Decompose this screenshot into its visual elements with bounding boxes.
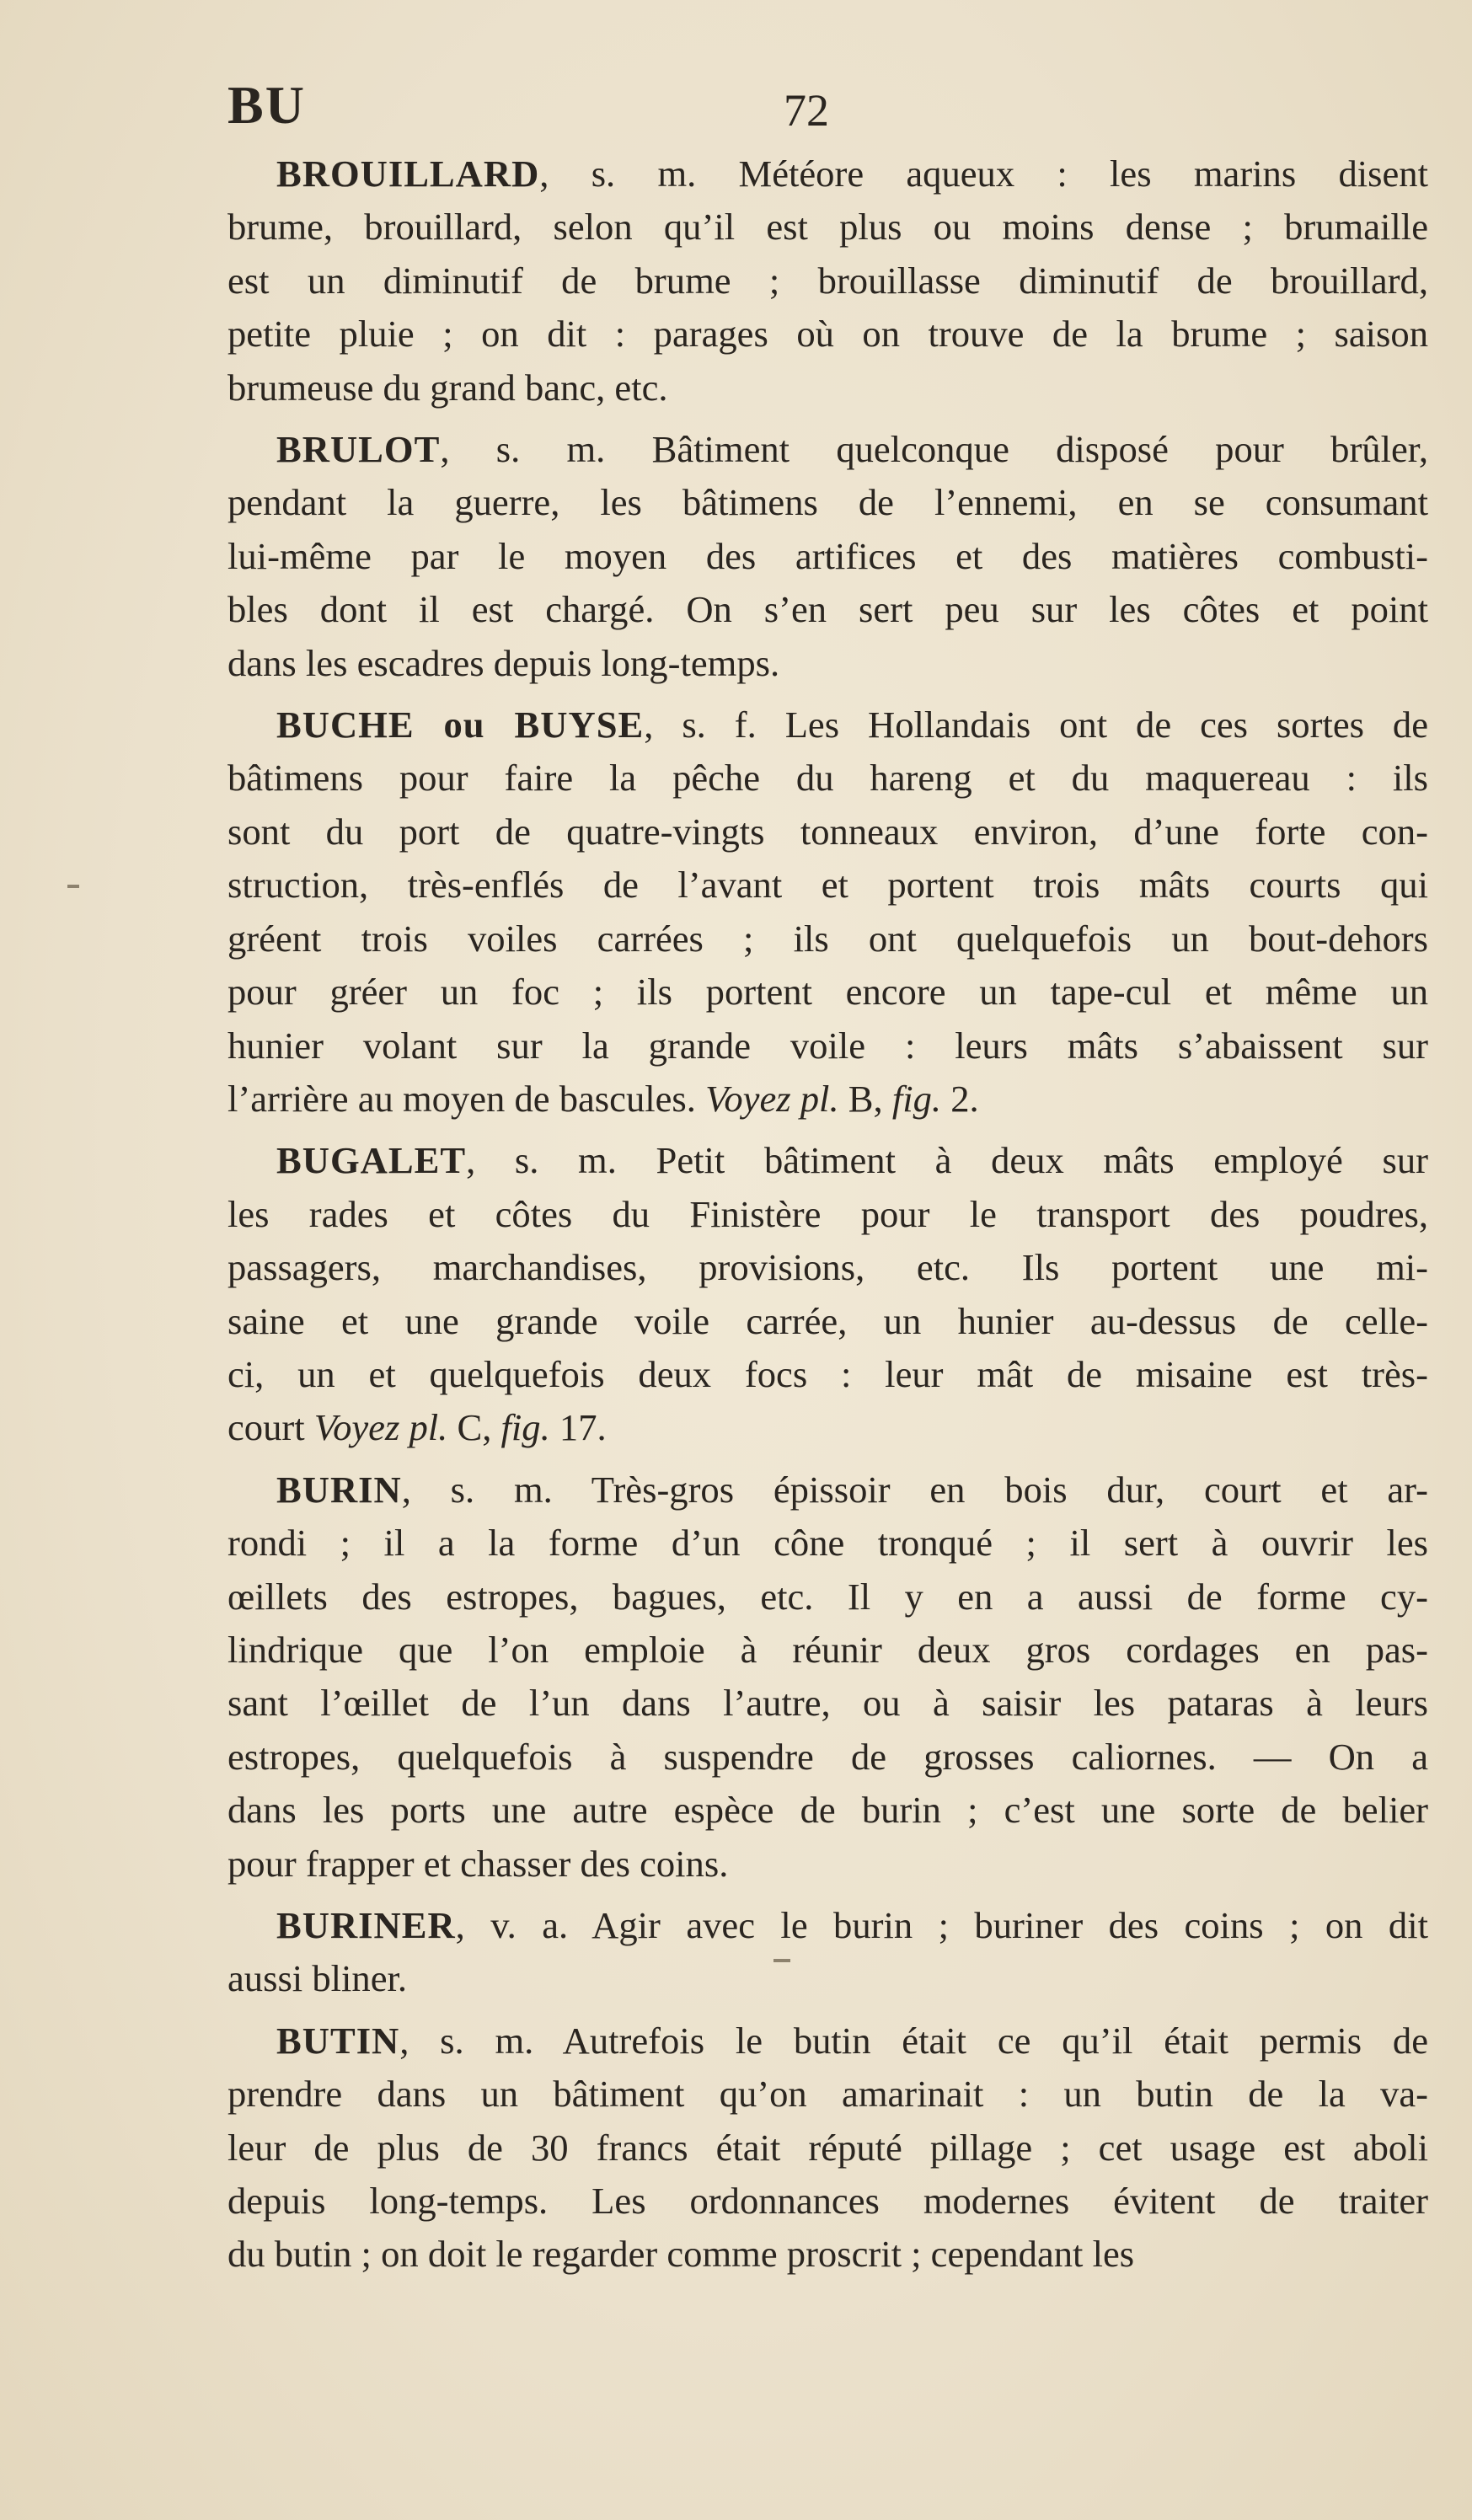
entry-line xyxy=(227,1188,1428,1241)
definition-text: , s. m. Bâtiment quelconque disposé pour brûler, xyxy=(440,428,1428,471)
entry-line xyxy=(227,1624,1428,1677)
headword: BROUILLARD xyxy=(276,152,540,195)
margin-mark xyxy=(67,885,79,888)
entry-line xyxy=(227,1295,1428,1348)
entry-line xyxy=(227,361,1428,415)
definition-text: leur de plus de 30 francs était réputé pillage ; cet usage est aboli xyxy=(227,2126,1428,2169)
entry-line xyxy=(227,1784,1428,1837)
entry-line xyxy=(227,1019,1428,1073)
entry-line xyxy=(227,201,1428,254)
definition-text: , s. m. Petit bâtiment à deux mâts employé sur xyxy=(466,1139,1428,1182)
cross-reference: Voyez pl. xyxy=(313,1406,448,1449)
entry-first-line xyxy=(227,423,1428,476)
definition-text: ci, un et quelquefois deux focs : leur mât de misaine est très- xyxy=(227,1352,1428,1395)
dictionary-entry xyxy=(227,1134,1428,1454)
entry-line xyxy=(227,966,1428,1019)
definition-text: dans les escadres depuis long-temps. xyxy=(227,641,780,684)
definition-text: aussi bliner. xyxy=(227,1957,408,2000)
definition-text: 2. xyxy=(941,1077,979,1120)
headword: BUGALET xyxy=(276,1139,467,1182)
definition-text: petite pluie ; on dit : parages où on trouve de la brume ; saison xyxy=(227,313,1428,356)
entry-line xyxy=(227,2068,1428,2121)
dictionary-entry xyxy=(227,1899,1428,2006)
definition-text: œillets des estropes, bagues, etc. Il y en a aussi de forme cy- xyxy=(227,1575,1428,1618)
definition-text: pour frapper et chasser des coins. xyxy=(227,1842,729,1885)
definition-text: hunier volant sur la grande voile : leurs mâts s’abaissent sur xyxy=(227,1024,1428,1067)
entry-line xyxy=(227,1241,1428,1294)
page-number: 72 xyxy=(784,85,829,136)
definition-text: dans les ports une autre espèce de burin ; c’est une sorte de belier xyxy=(227,1789,1428,1832)
definition-text: , v. a. Agir avec le burin ; buriner des coins ; on dit xyxy=(455,1904,1428,1946)
definition-text: pour gréer un foc ; ils portent encore un tape-cul et même un xyxy=(227,971,1428,1014)
entry-line xyxy=(227,1073,1428,1126)
page-header xyxy=(227,74,1424,150)
definition-text: lui-même par le moyen des artifices et des matières combusti- xyxy=(227,534,1428,577)
entry-line xyxy=(227,583,1428,636)
entry-line xyxy=(227,530,1428,583)
entry-line xyxy=(227,1952,1428,2005)
entry-first-line xyxy=(227,147,1428,201)
running-head: BU xyxy=(227,75,306,135)
headword: BURINER xyxy=(276,1904,456,1946)
definition-text: B, xyxy=(838,1077,892,1120)
entry-line xyxy=(227,752,1428,805)
definition-text: sont du port de quatre-vingts tonneaux environ, d’une forte con- xyxy=(227,810,1428,853)
dictionary-entry xyxy=(227,147,1428,415)
entry-line xyxy=(227,805,1428,859)
definition-text: bles dont il est chargé. On s’en sert peu sur les côtes et point xyxy=(227,588,1428,631)
entry-line xyxy=(227,912,1428,966)
cross-reference: Voyez pl. xyxy=(705,1077,839,1120)
definition-text: du butin ; on doit le regarder comme proscrit ; cependant les xyxy=(227,2233,1135,2276)
entry-line xyxy=(227,637,1428,690)
entry-line xyxy=(227,308,1428,361)
entry-line xyxy=(227,2175,1428,2228)
definition-text: , s. m. Très-gros épissoir en bois dur, court et ar- xyxy=(401,1468,1428,1511)
definition-text: brume, brouillard, selon qu’il est plus ou moins dense ; brumaille xyxy=(227,206,1428,249)
headword: BUCHE ou BUYSE xyxy=(276,704,645,746)
definition-text: , s. m. Météore aqueux : les marins disent xyxy=(539,152,1428,195)
entry-line xyxy=(227,1517,1428,1570)
entry-first-line xyxy=(227,2014,1428,2068)
margin-mark xyxy=(773,1959,790,1962)
definition-text: saine et une grande voile carrée, un hunier au-dessus de celle- xyxy=(227,1299,1428,1342)
definition-text: l’arrière au moyen de bascules. xyxy=(227,1077,706,1120)
definition-text: les rades et côtes du Finistère pour le transport des poudres, xyxy=(227,1192,1428,1235)
definition-text: sant l’œillet de l’un dans l’autre, ou à saisir les pataras à leurs xyxy=(227,1682,1428,1725)
entry-first-line xyxy=(227,698,1428,752)
entry-line xyxy=(227,476,1428,529)
dictionary-entry xyxy=(227,1463,1428,1891)
entry-first-line xyxy=(227,1899,1428,1952)
entry-line xyxy=(227,254,1428,308)
definition-text: struction, très-enflés de l’avant et portent trois mâts courts qui xyxy=(227,864,1428,907)
headword: BURIN xyxy=(276,1468,402,1511)
entry-first-line xyxy=(227,1463,1428,1517)
entry-line xyxy=(227,859,1428,912)
definition-text: 17. xyxy=(549,1406,607,1449)
entry-line xyxy=(227,1401,1428,1454)
headword: BRULOT xyxy=(276,428,441,471)
dictionary-body xyxy=(227,147,1428,2290)
entry-first-line xyxy=(227,1134,1428,1187)
entry-line xyxy=(227,2228,1428,2281)
definition-text: lindrique que l’on emploie à réunir deux gros cordages en pas- xyxy=(227,1628,1428,1671)
dictionary-entry xyxy=(227,423,1428,690)
definition-text: prendre dans un bâtiment qu’on amarinait : un butin de la va- xyxy=(227,2073,1428,2116)
definition-text: , s. m. Autrefois le butin était ce qu’il était permis de xyxy=(399,2019,1428,2062)
definition-text: brumeuse du grand banc, etc. xyxy=(227,366,668,409)
dictionary-entry xyxy=(227,698,1428,1126)
entry-line xyxy=(227,1731,1428,1784)
definition-text: pendant la guerre, les bâtimens de l’ennemi, en se consumant xyxy=(227,481,1428,524)
definition-text: rondi ; il a la forme d’un cône tronqué ; il sert à ouvrir les xyxy=(227,1522,1428,1565)
definition-text: est un diminutif de brume ; brouillasse diminutif de brouillard, xyxy=(227,259,1428,302)
definition-text: court xyxy=(227,1406,314,1449)
entry-line xyxy=(227,1348,1428,1401)
entry-line xyxy=(227,2121,1428,2175)
entry-line xyxy=(227,1838,1428,1891)
dictionary-entry xyxy=(227,2014,1428,2282)
cross-reference: fig. xyxy=(500,1406,550,1449)
headword: BUTIN xyxy=(276,2019,400,2062)
definition-text: passagers, marchandises, provisions, etc. Ils portent une mi- xyxy=(227,1246,1428,1289)
definition-text: bâtimens pour faire la pêche du hareng et du maquereau : ils xyxy=(227,757,1428,800)
cross-reference: fig. xyxy=(891,1077,942,1120)
definition-text: gréent trois voiles carrées ; ils ont quelquefois un bout-dehors xyxy=(227,917,1428,960)
definition-text: depuis long-temps. Les ordonnances modernes évitent de traiter xyxy=(227,2180,1428,2223)
definition-text: , s. f. Les Hollandais ont de ces sortes de xyxy=(644,704,1428,746)
definition-text: estropes, quelquefois à suspendre de grosses caliornes. — On a xyxy=(227,1735,1428,1778)
entry-line xyxy=(227,1570,1428,1624)
definition-text: C, xyxy=(447,1406,501,1449)
entry-line xyxy=(227,1677,1428,1730)
